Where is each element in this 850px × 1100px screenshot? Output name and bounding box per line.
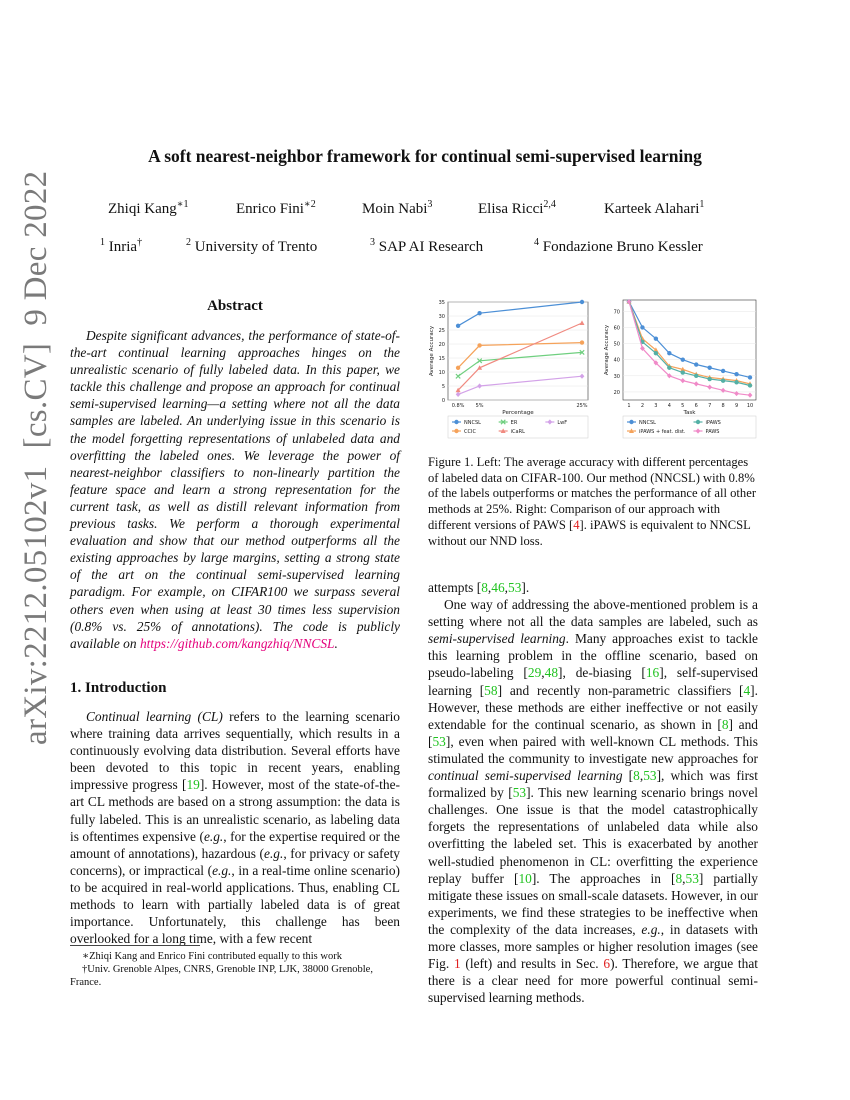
y-tick-label: 0 (441, 398, 445, 404)
author: Zhiqi Kang$^{∗1}$ (108, 199, 189, 217)
data-point (629, 420, 633, 424)
x-tick-label: 9 (734, 403, 739, 409)
introduction-text: Continual learning (CL) refers to the learning scenario where training data arrives sequentially, which results in a continuously evolving data distribution. Several efforts have been devoted to this topic in recent years, enabling impressive progress [19]. However, most of the state-of-the-art CL methods are based on a strong assumption: the data is fully labeled. This is an unrealistic scenario, as labeling data is oftentimes expensive (e.g., for the expertise required or the amount of annotations), hazardous (e.g., for privacy or safety concerns), or impractical (e.g., in a real-time online scenario) to be acquired in real-world applications. Thus, enabling CL methods to learn with partially labeled data is of great importance. Unfortunately, this challenge has been overlooked for a long time, with a few recent (70, 709, 401, 947)
citation-link[interactable]: 8 (675, 870, 683, 886)
footnote: ∗Zhiqi Kang and Enrico Fini contributed equally to this work (82, 951, 342, 962)
data-point (654, 351, 658, 355)
affiliation: $^1$ Inria† (100, 237, 143, 255)
figure-link[interactable]: 1 (453, 956, 461, 972)
citation-link[interactable]: 4 (573, 517, 580, 532)
legend-label: NNCSL (464, 420, 481, 426)
citation-link[interactable]: 29 (527, 665, 542, 681)
code-link[interactable]: https://github.com/kangzhiq/NNCSL (139, 635, 335, 651)
citation-link[interactable]: 8 (721, 716, 729, 732)
y-tick-label: 30 (438, 314, 445, 320)
citation-link[interactable]: 53 (643, 768, 657, 784)
y-tick-label: 50 (613, 341, 620, 348)
footnote-divider (70, 945, 200, 946)
citation-link[interactable]: 4 (743, 682, 751, 698)
data-point (477, 343, 481, 347)
footnotes (70, 950, 400, 989)
data-point (694, 362, 698, 366)
y-tick-label: 5 (441, 384, 445, 390)
series-line (458, 343, 582, 368)
data-point (734, 380, 738, 384)
abstract-text: Despite significant advances, the performance of state-of-the-art continual learning approaches hinges on the unrealistic scenario of fully labeled data. In this paper, we tackle this challenge and propose an approach for continual semi-supervised learning—a setting where not all the data samples are labeled. An underlying issue in this scenario is the model forgetting representations of unlabeled data and overfitting the labeled ones. We leverage the power of nearest-neighbor classifiers to non-linearly partition the feature space and learn a strong representation for the current task, as well as distill relevant information from previous tasks. We perform a thorough experimental evaluation and show that our method outperforms all the existing approaches by large margins, setting a strong state of the art on the continual semi-supervised learning paradigm. For example, on CIFAR100 we surpass several others even when using at least 30 times less supervision (0.8% vs. 25% of annotations). The code is publicly available on https://github.com/kangzhiq/NNCSL. (70, 328, 400, 651)
author: Moin Nabi$^3$ (362, 199, 433, 217)
series-line (629, 302, 750, 384)
chart-task-accuracy (598, 292, 763, 442)
data-point (748, 375, 752, 379)
x-tick-label: 8 (721, 403, 725, 409)
x-tick-label: 2 (640, 403, 645, 409)
legend-label: iPAWS (705, 420, 721, 426)
data-point (456, 324, 460, 328)
figure-1 (418, 292, 763, 442)
legend-label: iCaRL (510, 429, 525, 435)
author: Elisa Ricci$^{2,4}$ (478, 199, 556, 217)
data-point (456, 374, 460, 378)
y-axis-label: Average Accuracy (604, 324, 610, 376)
x-tick-label: 4 (667, 403, 671, 409)
y-axis-label: Average Accuracy (429, 325, 435, 377)
x-tick-label: 1 (627, 403, 631, 409)
legend-label: iPAWS + feat. dist. (639, 429, 686, 435)
citation-link[interactable]: 8 (481, 580, 488, 595)
paper-title: A soft nearest-neighbor framework for continual semi-supervised learning (148, 146, 702, 166)
data-point (654, 337, 658, 341)
citation-link[interactable]: 46 (491, 580, 505, 595)
x-tick-label: 10 (746, 403, 754, 409)
data-point (681, 357, 685, 361)
data-point (707, 384, 712, 389)
author: Enrico Fini$^{∗2}$ (236, 199, 316, 217)
data-point (748, 383, 752, 387)
chart-percentage-accuracy (418, 292, 598, 442)
series-line (458, 302, 582, 326)
data-point (667, 366, 671, 370)
citation-link[interactable]: 19 (186, 777, 200, 793)
x-tick-label: 6 (694, 403, 698, 409)
data-point (748, 393, 753, 398)
y-tick-label: 10 (438, 370, 445, 376)
affiliation: $^2$ University of Trento (186, 237, 318, 255)
data-point (707, 366, 711, 370)
data-point (696, 420, 700, 424)
legend-label: ER (510, 420, 518, 426)
y-tick-label: 20 (613, 389, 620, 396)
y-tick-label: 35 (438, 300, 445, 306)
introduction-heading: 1. Introduction (70, 680, 167, 696)
data-point (667, 351, 671, 355)
x-tick-label: 3 (654, 403, 658, 409)
data-point (454, 420, 458, 424)
x-tick-label: 0.8% (451, 403, 465, 409)
legend-label: PAWS (705, 429, 720, 435)
abstract-heading: Abstract (207, 298, 263, 314)
legend-label: CCIC (464, 429, 476, 435)
data-point (694, 374, 698, 378)
data-point (456, 366, 460, 370)
data-point (694, 381, 699, 386)
arxiv-identifier: arXiv:2212.05102v1 [cs.CV] 9 Dec 2022 (18, 170, 54, 745)
series-line (629, 302, 750, 378)
data-point (477, 311, 481, 315)
series-line (458, 376, 582, 394)
x-tick-label: 5% (475, 403, 484, 409)
data-point (680, 378, 685, 383)
data-point (456, 392, 461, 397)
legend-label: NNCSL (639, 420, 656, 426)
data-point (734, 372, 738, 376)
y-tick-label: 30 (613, 373, 620, 380)
citation-link[interactable]: 10 (518, 870, 532, 886)
footnote: †Univ. Grenoble Alpes, CNRS, Grenoble INP, LJK, 38000 Grenoble, France. (70, 964, 373, 988)
data-point (580, 374, 585, 379)
citation-link[interactable]: 53 (685, 870, 699, 886)
y-tick-label: 20 (438, 342, 445, 348)
series-line (458, 323, 582, 390)
citation-link[interactable]: 16 (645, 665, 660, 681)
legend-label: LwF (557, 420, 568, 426)
data-point (580, 300, 584, 304)
x-axis-label: Percentage (502, 410, 534, 416)
affiliation: $^4$ Fondazione Bruno Kessler (534, 237, 703, 255)
citation-link[interactable]: 8 (633, 768, 640, 784)
y-tick-label: 25 (438, 328, 445, 334)
y-tick-label: 60 (613, 325, 620, 332)
affiliation: $^3$ SAP AI Research (370, 237, 484, 255)
citation-link[interactable]: 58 (484, 682, 498, 698)
author: Karteek Alahari$^1$ (604, 199, 705, 217)
x-axis-label: Task (683, 410, 696, 416)
citation-link[interactable]: 53 (512, 785, 527, 801)
data-point (640, 325, 644, 329)
data-point (707, 377, 711, 381)
data-point (681, 370, 685, 374)
x-tick-label: 25% (576, 403, 588, 409)
data-point (580, 340, 584, 344)
section-link[interactable]: 6 (603, 956, 611, 972)
figure-caption: Figure 1. Left: The average accuracy with different percentages of labeled data on CIFAR-100. Our method (NNCSL) with 0.8% of the labels outperforms or matches the performance of all other methods at 25%. Right: Comparison of our approach with different versions of PAWS [4]. iPAWS is equivalent to NNCSL without our NND loss. (428, 455, 757, 548)
citation-link[interactable]: 48 (544, 665, 559, 681)
data-point (721, 369, 725, 373)
y-tick-label: 70 (613, 309, 620, 316)
citation-link[interactable]: 53 (432, 733, 446, 749)
y-tick-label: 40 (613, 357, 620, 364)
series-line (458, 352, 582, 376)
y-tick-label: 15 (438, 356, 445, 362)
x-tick-label: 7 (708, 403, 712, 409)
data-point (721, 378, 725, 382)
introduction-text-continued: attempts [8,46,53]. One way of addressing the above-mentioned problem is a setting where not all the data samples are labeled, such as semi-supervised learning. Many approaches exist to tackle this learning problem in the offline scenario, based on pseudo-labeling [29,48], de-biasing [16], self-supervised learning [58] and recently non-parametric classifiers [4]. However, these methods are either ineffective or not easily extendable for the continual scenario, as shown in [8] and [53], even when paired with well-known CL methods. This stimulated the community to investigate new approaches for continual semi-supervised learning [8,53], which was first formalized by [53]. This new learning scenario brings novel challenges. One issue is that the model catastrophically forgets the representations of unlabeled data while also overfitting the labeled set. This is exacerbated by another well-studied phenomenon in CL: overfitting the experience replay buffer [10]. The approaches in [8,53] partially mitigate these issues on small-scale datasets. However, in our experiments, we find these strategies to be ineffective when the complexity of the data increases, e.g., in datasets with more classes, more samples or higher resolution images (see Fig. 1 (left) and results in Sec. 6). Therefore, we argue that there is a clear need for more powerful continual semi-supervised learning methods. (428, 580, 759, 1006)
x-tick-label: 5 (681, 403, 685, 409)
data-point (454, 429, 458, 433)
data-point (580, 320, 585, 325)
data-point (477, 383, 482, 388)
citation-link[interactable]: 53 (508, 580, 522, 595)
